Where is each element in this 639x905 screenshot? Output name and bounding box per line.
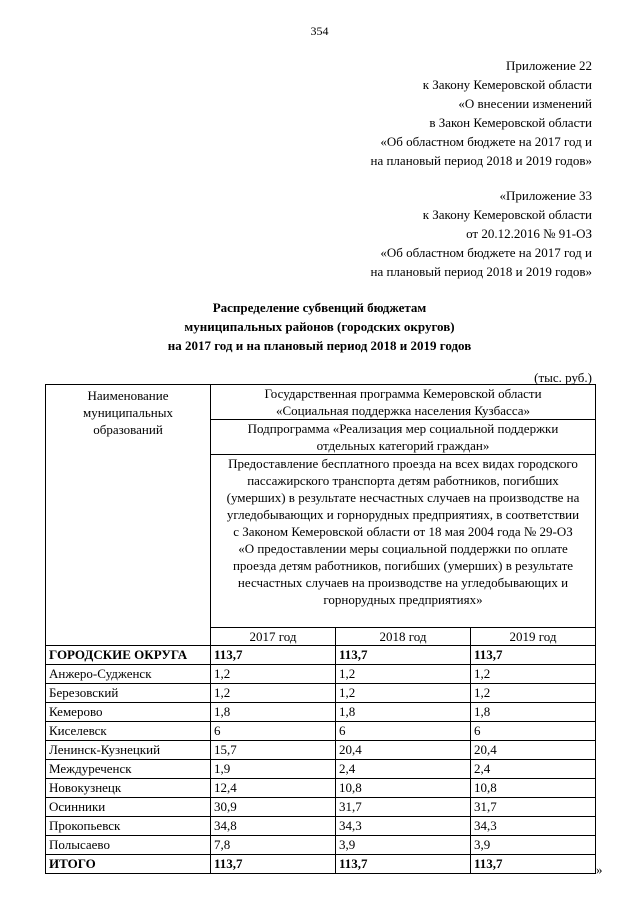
value-cell: 2,4 xyxy=(471,760,596,779)
value-cell: 1,8 xyxy=(471,703,596,722)
value-cell: 113,7 xyxy=(211,646,336,665)
value-cell: 3,9 xyxy=(471,836,596,855)
value-cell: 20,4 xyxy=(471,741,596,760)
value-cell: 113,7 xyxy=(211,855,336,874)
appendix-line: на плановый период 2018 и 2019 годов» xyxy=(370,264,592,279)
value-cell: 34,8 xyxy=(211,817,336,836)
header-municipality: Наименование муниципальных образований xyxy=(46,385,211,646)
units-label: (тыс. руб.) xyxy=(534,370,592,385)
value-cell: 34,3 xyxy=(336,817,471,836)
municipality-name: Киселевск xyxy=(46,722,211,741)
appendix-line: к Закону Кемеровской области xyxy=(422,207,592,222)
value-cell: 1,8 xyxy=(336,703,471,722)
municipality-name: Анжеро-Судженск xyxy=(46,665,211,684)
document-title xyxy=(0,298,639,355)
appendix-line: от 20.12.2016 № 91-ОЗ xyxy=(466,226,592,241)
table-body xyxy=(46,646,596,874)
table-row xyxy=(46,836,596,855)
municipality-name: Ленинск-Кузнецкий xyxy=(46,741,211,760)
value-cell: 10,8 xyxy=(336,779,471,798)
table-row xyxy=(46,779,596,798)
municipality-name: Кемерово xyxy=(46,703,211,722)
title-line: Распределение субвенций бюджетам xyxy=(212,300,427,315)
municipality-name: Осинники xyxy=(46,798,211,817)
value-cell: 113,7 xyxy=(471,855,596,874)
appendix-line: «Об областном бюджете на 2017 год и xyxy=(380,245,592,260)
table-row xyxy=(46,798,596,817)
value-cell: 113,7 xyxy=(471,646,596,665)
value-cell: 1,8 xyxy=(211,703,336,722)
table-row xyxy=(46,665,596,684)
value-cell: 1,2 xyxy=(471,684,596,703)
appendix-line: «Приложение 33 xyxy=(499,188,592,203)
value-cell: 1,2 xyxy=(336,684,471,703)
table-row xyxy=(46,855,596,874)
value-cell: 113,7 xyxy=(336,855,471,874)
value-cell: 113,7 xyxy=(336,646,471,665)
value-cell: 7,8 xyxy=(211,836,336,855)
appendix-block-1 xyxy=(371,56,593,170)
table-row xyxy=(46,760,596,779)
value-cell: 15,7 xyxy=(211,741,336,760)
municipality-name: Междуреченск xyxy=(46,760,211,779)
table-row xyxy=(46,722,596,741)
value-cell: 1,2 xyxy=(336,665,471,684)
value-cell: 10,8 xyxy=(471,779,596,798)
appendix-line: в Закон Кемеровской области xyxy=(429,115,592,130)
year-header-2018: 2018 год xyxy=(336,628,471,646)
value-cell: 31,7 xyxy=(471,798,596,817)
value-cell: 6 xyxy=(211,722,336,741)
municipality-name: Березовский xyxy=(46,684,211,703)
value-cell: 3,9 xyxy=(336,836,471,855)
table-row xyxy=(46,703,596,722)
value-cell: 6 xyxy=(336,722,471,741)
appendix-line: к Закону Кемеровской области xyxy=(422,77,592,92)
value-cell: 20,4 xyxy=(336,741,471,760)
subsidy-table xyxy=(45,384,596,874)
municipality-name: Новокузнецк xyxy=(46,779,211,798)
appendix-line: «Об областном бюджете на 2017 год и xyxy=(380,134,592,149)
municipality-name: ИТОГО xyxy=(46,855,211,874)
year-header-2017: 2017 год xyxy=(211,628,336,646)
header-measure: Предоставление бесплатного проезда на всех видах городского пассажирского транспорта детям работников, погибших (умерших) в результате несчастных случаев на производстве на угледобывающих и горнорудных предприятиях, в соответствии с Законом Кемеровской области от 18 мая 2004 года № 29-ОЗ «О предоставлении меры социальной поддержки по оплате проезда детям работников, погибших (умерших) в результате несчастных случаев на производстве на угледобывающих и горнорудных предприятиях» xyxy=(211,455,596,628)
value-cell: 1,2 xyxy=(211,665,336,684)
value-cell: 2,4 xyxy=(336,760,471,779)
value-cell: 6 xyxy=(471,722,596,741)
table-row xyxy=(46,817,596,836)
value-cell: 34,3 xyxy=(471,817,596,836)
value-cell: 30,9 xyxy=(211,798,336,817)
appendix-line: на плановый период 2018 и 2019 годов» xyxy=(370,153,592,168)
value-cell: 1,2 xyxy=(471,665,596,684)
header-program: Государственная программа Кемеровской области «Социальная поддержка населения Кузбасса» xyxy=(211,385,596,420)
table-row xyxy=(46,684,596,703)
value-cell: 12,4 xyxy=(211,779,336,798)
value-cell: 1,9 xyxy=(211,760,336,779)
table-row xyxy=(46,646,596,665)
title-line: на 2017 год и на плановый период 2018 и 2019 годов xyxy=(167,338,472,353)
value-cell: 1,2 xyxy=(211,684,336,703)
appendix-line: Приложение 22 xyxy=(505,58,592,73)
closing-quote: » xyxy=(596,862,603,877)
appendix-block-2 xyxy=(371,186,593,281)
page-number: 354 xyxy=(310,24,329,38)
year-header-2019: 2019 год xyxy=(471,628,596,646)
municipality-name: Прокопьевск xyxy=(46,817,211,836)
value-cell: 31,7 xyxy=(336,798,471,817)
municipality-name: Полысаево xyxy=(46,836,211,855)
header-subprogram: Подпрограмма «Реализация мер социальной поддержки отдельных категорий граждан» xyxy=(211,420,596,455)
municipality-name: ГОРОДСКИЕ ОКРУГА xyxy=(46,646,211,665)
appendix-line: «О внесении изменений xyxy=(458,96,592,111)
title-line: муниципальных районов (городских округов) xyxy=(184,319,455,334)
table-row xyxy=(46,741,596,760)
